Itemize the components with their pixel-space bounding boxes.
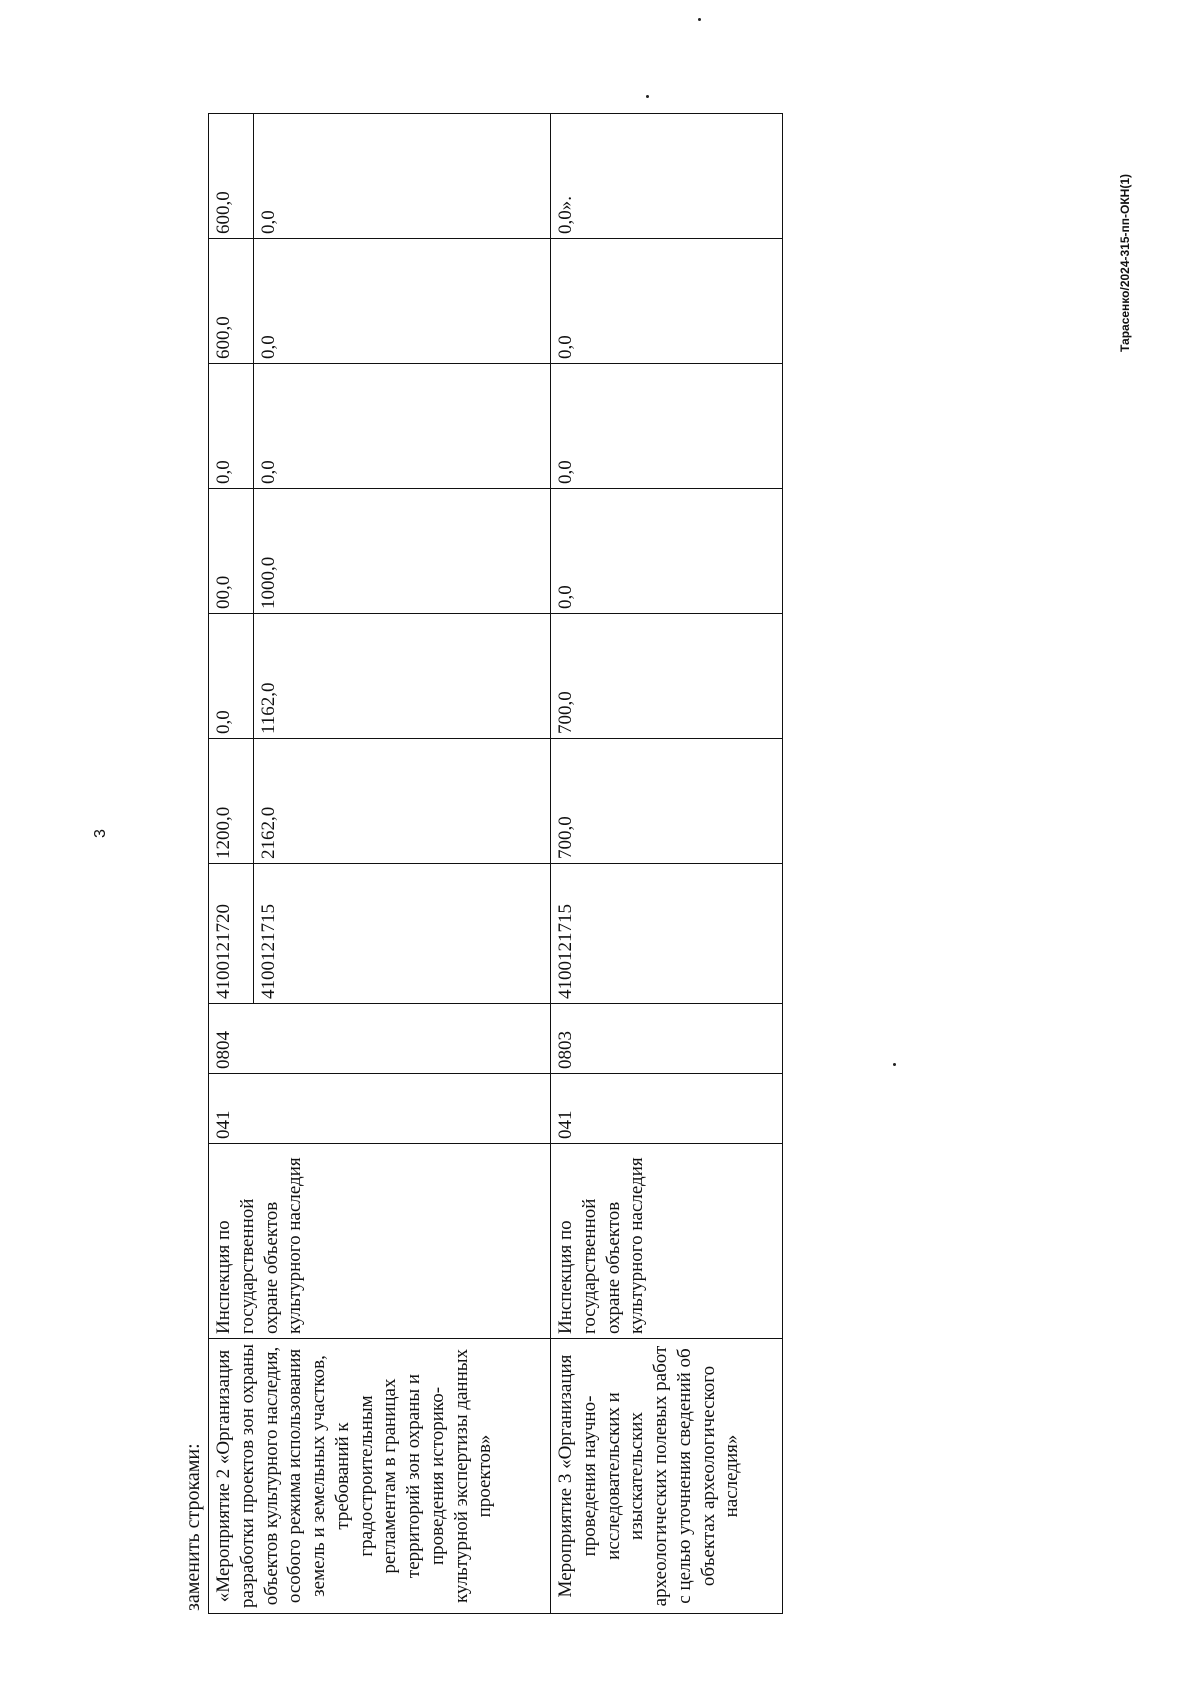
amount-cell: 2162,0 bbox=[254, 739, 551, 864]
table-row bbox=[551, 114, 783, 1614]
measure-name: «Мероприятие 2 «Организация разработки проектов зон охраны объектов культурного наследия, особого режима использования земель и земельных участков, требований к градостроительным регламентам в границах территорий зон охраны и проведения историко-культурной экспертизы данных проектов» bbox=[209, 1339, 551, 1614]
amount-cell: 00,0 bbox=[209, 489, 254, 614]
amount-cell: 600,0 bbox=[209, 114, 254, 239]
scan-speck bbox=[893, 1063, 896, 1066]
table-row bbox=[209, 114, 254, 1614]
executor: Инспекция по государственной охране объектов культурного наследия bbox=[551, 1144, 783, 1339]
measure-name: Мероприятие 3 «Организация проведения научно-исследовательских и изыскательских археологических полевых работ с целью уточнения сведений об объектах археологического наследия» bbox=[551, 1339, 783, 1614]
scan-speck bbox=[646, 95, 649, 98]
amount-cell: 700,0 bbox=[551, 614, 783, 739]
rzpr-code: 0803 bbox=[551, 1004, 783, 1074]
amount-cell: 1000,0 bbox=[254, 489, 551, 614]
scan-speck bbox=[698, 18, 701, 21]
csr-code: 4100121715 bbox=[551, 864, 783, 1004]
amount-cell: 0,0 bbox=[551, 239, 783, 364]
executor: Инспекция по государственной охране объектов культурного наследия bbox=[209, 1144, 551, 1339]
amount-cell: 0,0 bbox=[209, 614, 254, 739]
amount-cell: 0,0 bbox=[551, 364, 783, 489]
amount-cell: 600,0 bbox=[209, 239, 254, 364]
amount-cell: 0,0». bbox=[551, 114, 783, 239]
page-number: 3 bbox=[92, 829, 109, 838]
csr-code: 4100121720 bbox=[209, 864, 254, 1004]
intro-text: заменить строками: bbox=[182, 1443, 204, 1611]
grbs-code: 041 bbox=[209, 1074, 551, 1144]
rotated-content bbox=[180, 109, 820, 1614]
csr-code: 4100121715 bbox=[254, 864, 551, 1004]
amount-cell: 0,0 bbox=[254, 364, 551, 489]
amount-cell: 0,0 bbox=[551, 489, 783, 614]
rzpr-code: 0804 bbox=[209, 1004, 551, 1074]
document-code: Тарасенко/2024-315-пп-ОКН(1) bbox=[1118, 173, 1132, 352]
budget-table bbox=[208, 113, 783, 1614]
amount-cell: 0,0 bbox=[254, 239, 551, 364]
amount-cell: 0,0 bbox=[254, 114, 551, 239]
amount-cell: 700,0 bbox=[551, 739, 783, 864]
amount-cell: 1200,0 bbox=[209, 739, 254, 864]
amount-cell: 0,0 bbox=[209, 364, 254, 489]
amount-cell: 1162,0 bbox=[254, 614, 551, 739]
grbs-code: 041 bbox=[551, 1074, 783, 1144]
